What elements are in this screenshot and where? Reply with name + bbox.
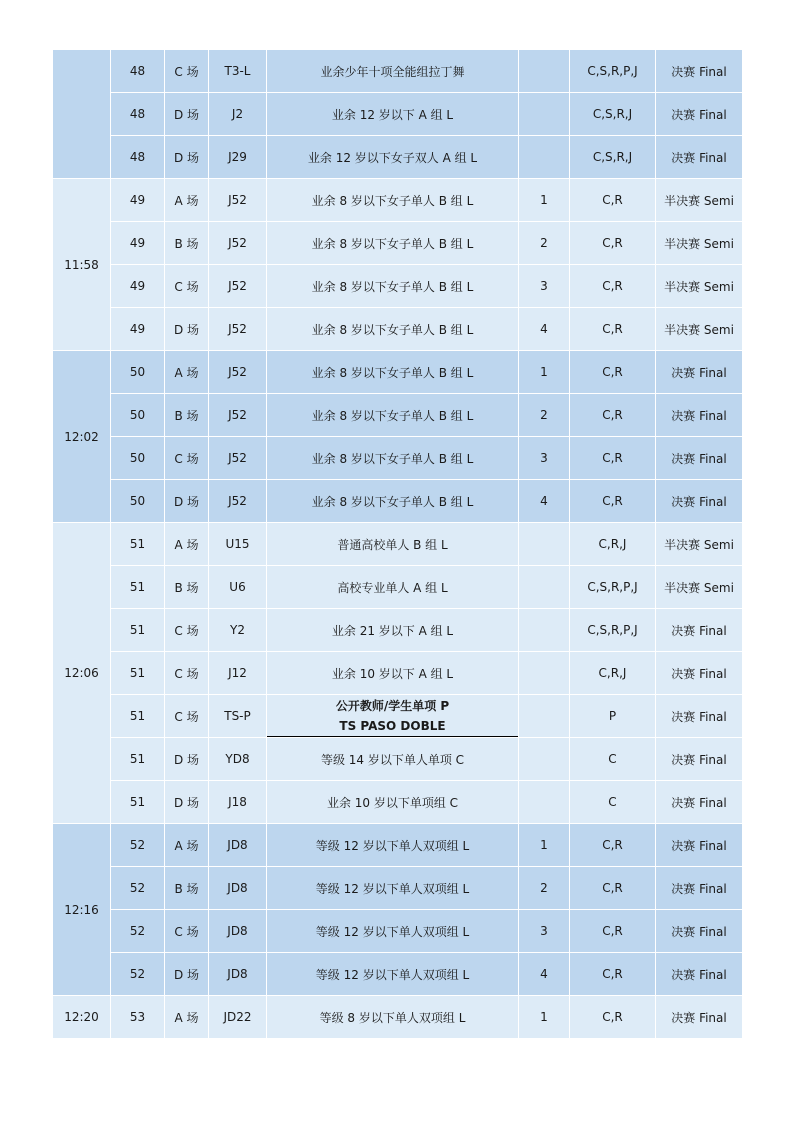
round-cell: 49: [111, 308, 165, 351]
event-cell: 等级 12 岁以下单人双项组 L: [267, 824, 519, 867]
floor-cell: A 场: [165, 179, 209, 222]
round-cell: 50: [111, 437, 165, 480]
time-cell: [53, 50, 111, 179]
code-cell: T3-L: [209, 50, 267, 93]
order-cell: 3: [519, 910, 570, 953]
round-cell: 53: [111, 996, 165, 1039]
floor-cell: C 场: [165, 695, 209, 738]
round-cell: 49: [111, 222, 165, 265]
table-row: [53, 824, 743, 867]
dances-cell: C,R: [570, 394, 656, 437]
dances-cell: C,R: [570, 437, 656, 480]
table-row: [53, 953, 743, 996]
stage-cell: 半决赛 Semi: [656, 222, 743, 265]
stage-cell: 决赛 Final: [656, 652, 743, 695]
order-cell: 2: [519, 394, 570, 437]
round-cell: 50: [111, 351, 165, 394]
table-row: [53, 910, 743, 953]
stage-cell: 决赛 Final: [656, 609, 743, 652]
code-cell: J52: [209, 308, 267, 351]
round-cell: 52: [111, 867, 165, 910]
round-cell: 52: [111, 824, 165, 867]
floor-cell: D 场: [165, 781, 209, 824]
event-cell: 业余 8 岁以下女子单人 B 组 L: [267, 222, 519, 265]
stage-cell: 半决赛 Semi: [656, 566, 743, 609]
event-cell: 等级 14 岁以下单人单项 C: [267, 738, 519, 781]
dances-cell: C,R: [570, 480, 656, 523]
schedule-table: [52, 49, 743, 1039]
order-cell: [519, 738, 570, 781]
floor-cell: B 场: [165, 867, 209, 910]
event-cell: 业余 12 岁以下 A 组 L: [267, 93, 519, 136]
event-cell: 业余少年十项全能组拉丁舞: [267, 50, 519, 93]
stage-cell: 决赛 Final: [656, 738, 743, 781]
dances-cell: C,S,R,P,J: [570, 566, 656, 609]
dances-cell: C,S,R,J: [570, 136, 656, 179]
order-cell: [519, 566, 570, 609]
event-cell: 业余 21 岁以下 A 组 L: [267, 609, 519, 652]
code-cell: J52: [209, 265, 267, 308]
code-cell: J52: [209, 222, 267, 265]
code-cell: J52: [209, 351, 267, 394]
dances-cell: C,R: [570, 910, 656, 953]
event-cell: 等级 8 岁以下单人双项组 L: [267, 996, 519, 1039]
dances-cell: C,S,R,P,J: [570, 50, 656, 93]
table-row: [53, 523, 743, 566]
order-cell: [519, 781, 570, 824]
order-cell: 1: [519, 996, 570, 1039]
floor-cell: B 场: [165, 394, 209, 437]
event-cell: 普通高校单人 B 组 L: [267, 523, 519, 566]
event-cell: 业余 8 岁以下女子单人 B 组 L: [267, 394, 519, 437]
floor-cell: D 场: [165, 136, 209, 179]
time-cell: 12:02: [53, 351, 111, 523]
table-row: [53, 652, 743, 695]
code-cell: YD8: [209, 738, 267, 781]
code-cell: U6: [209, 566, 267, 609]
round-cell: 50: [111, 480, 165, 523]
code-cell: J29: [209, 136, 267, 179]
stage-cell: 决赛 Final: [656, 910, 743, 953]
order-cell: 4: [519, 953, 570, 996]
table-row: [53, 308, 743, 351]
order-cell: [519, 50, 570, 93]
code-cell: J18: [209, 781, 267, 824]
code-cell: J2: [209, 93, 267, 136]
table-row: [53, 136, 743, 179]
floor-cell: A 场: [165, 351, 209, 394]
event-cell: 业余 8 岁以下女子单人 B 组 L: [267, 179, 519, 222]
stage-cell: 决赛 Final: [656, 867, 743, 910]
order-cell: 4: [519, 480, 570, 523]
round-cell: 50: [111, 394, 165, 437]
dances-cell: C,R: [570, 996, 656, 1039]
code-cell: JD8: [209, 824, 267, 867]
dances-cell: C,R: [570, 953, 656, 996]
stage-cell: 半决赛 Semi: [656, 523, 743, 566]
round-cell: 51: [111, 781, 165, 824]
stage-cell: 决赛 Final: [656, 351, 743, 394]
round-cell: 51: [111, 523, 165, 566]
order-cell: 2: [519, 867, 570, 910]
time-cell: 11:58: [53, 179, 111, 351]
floor-cell: A 场: [165, 824, 209, 867]
table-row: [53, 781, 743, 824]
order-cell: 4: [519, 308, 570, 351]
event-cell: [267, 695, 519, 738]
code-cell: JD8: [209, 867, 267, 910]
order-cell: 1: [519, 351, 570, 394]
table-row: [53, 351, 743, 394]
stage-cell: 决赛 Final: [656, 136, 743, 179]
floor-cell: C 场: [165, 910, 209, 953]
dances-cell: C,S,R,J: [570, 93, 656, 136]
round-cell: 49: [111, 265, 165, 308]
time-cell: 12:06: [53, 523, 111, 824]
stage-cell: 决赛 Final: [656, 953, 743, 996]
event-cell: 高校专业单人 A 组 L: [267, 566, 519, 609]
order-cell: 2: [519, 222, 570, 265]
dances-cell: C,R,J: [570, 523, 656, 566]
event-cell: 业余 8 岁以下女子单人 B 组 L: [267, 351, 519, 394]
stage-cell: 决赛 Final: [656, 93, 743, 136]
event-title-en: TS PASO DOBLE: [267, 716, 519, 737]
order-cell: 3: [519, 437, 570, 480]
table-row: [53, 394, 743, 437]
dances-cell: C,S,R,P,J: [570, 609, 656, 652]
stage-cell: 半决赛 Semi: [656, 179, 743, 222]
code-cell: TS-P: [209, 695, 267, 738]
round-cell: 48: [111, 93, 165, 136]
floor-cell: D 场: [165, 480, 209, 523]
table-row: [53, 50, 743, 93]
event-cell: 业余 8 岁以下女子单人 B 组 L: [267, 480, 519, 523]
floor-cell: B 场: [165, 566, 209, 609]
stage-cell: 决赛 Final: [656, 437, 743, 480]
event-cell: 等级 12 岁以下单人双项组 L: [267, 867, 519, 910]
table-row: [53, 265, 743, 308]
table-row: [53, 93, 743, 136]
dances-cell: C,R: [570, 265, 656, 308]
code-cell: JD22: [209, 996, 267, 1039]
round-cell: 51: [111, 695, 165, 738]
round-cell: 52: [111, 910, 165, 953]
round-cell: 51: [111, 652, 165, 695]
floor-cell: D 场: [165, 953, 209, 996]
round-cell: 51: [111, 566, 165, 609]
order-cell: [519, 93, 570, 136]
dances-cell: C: [570, 738, 656, 781]
code-cell: J52: [209, 480, 267, 523]
floor-cell: B 场: [165, 222, 209, 265]
round-cell: 49: [111, 179, 165, 222]
table-row: [53, 179, 743, 222]
code-cell: Y2: [209, 609, 267, 652]
stage-cell: 决赛 Final: [656, 996, 743, 1039]
event-cell: 业余 10 岁以下单项组 C: [267, 781, 519, 824]
table-row: [53, 437, 743, 480]
table-row: [53, 867, 743, 910]
order-cell: [519, 609, 570, 652]
table-row: [53, 222, 743, 265]
event-title-cn: 公开教师/学生单项 P: [335, 698, 450, 713]
code-cell: J12: [209, 652, 267, 695]
event-cell: 等级 12 岁以下单人双项组 L: [267, 910, 519, 953]
table-row: [53, 738, 743, 781]
dances-cell: C,R: [570, 222, 656, 265]
code-cell: JD8: [209, 953, 267, 996]
event-cell: 业余 12 岁以下女子双人 A 组 L: [267, 136, 519, 179]
table-row: [53, 609, 743, 652]
time-cell: 12:20: [53, 996, 111, 1039]
table-row: [53, 480, 743, 523]
order-cell: [519, 136, 570, 179]
table-row: [53, 695, 743, 738]
stage-cell: 决赛 Final: [656, 480, 743, 523]
time-cell: 12:16: [53, 824, 111, 996]
floor-cell: C 场: [165, 652, 209, 695]
code-cell: JD8: [209, 910, 267, 953]
event-cell: 等级 12 岁以下单人双项组 L: [267, 953, 519, 996]
order-cell: [519, 695, 570, 738]
order-cell: 1: [519, 824, 570, 867]
dances-cell: P: [570, 695, 656, 738]
event-cell: 业余 10 岁以下 A 组 L: [267, 652, 519, 695]
dances-cell: C,R: [570, 867, 656, 910]
floor-cell: C 场: [165, 265, 209, 308]
round-cell: 48: [111, 50, 165, 93]
event-cell: 业余 8 岁以下女子单人 B 组 L: [267, 308, 519, 351]
order-cell: 1: [519, 179, 570, 222]
order-cell: [519, 652, 570, 695]
dances-cell: C,R,J: [570, 652, 656, 695]
dances-cell: C,R: [570, 308, 656, 351]
order-cell: 3: [519, 265, 570, 308]
floor-cell: C 场: [165, 50, 209, 93]
floor-cell: D 场: [165, 93, 209, 136]
floor-cell: D 场: [165, 738, 209, 781]
floor-cell: D 场: [165, 308, 209, 351]
table-row: [53, 566, 743, 609]
event-cell: 业余 8 岁以下女子单人 B 组 L: [267, 265, 519, 308]
stage-cell: 决赛 Final: [656, 50, 743, 93]
round-cell: 51: [111, 609, 165, 652]
round-cell: 52: [111, 953, 165, 996]
table-row: [53, 996, 743, 1039]
dances-cell: C,R: [570, 824, 656, 867]
code-cell: U15: [209, 523, 267, 566]
round-cell: 48: [111, 136, 165, 179]
code-cell: J52: [209, 179, 267, 222]
stage-cell: 半决赛 Semi: [656, 265, 743, 308]
floor-cell: C 场: [165, 437, 209, 480]
stage-cell: 决赛 Final: [656, 781, 743, 824]
code-cell: J52: [209, 394, 267, 437]
floor-cell: A 场: [165, 996, 209, 1039]
round-cell: 51: [111, 738, 165, 781]
dances-cell: C: [570, 781, 656, 824]
dances-cell: C,R: [570, 351, 656, 394]
stage-cell: 决赛 Final: [656, 824, 743, 867]
floor-cell: A 场: [165, 523, 209, 566]
stage-cell: 决赛 Final: [656, 695, 743, 738]
event-cell: 业余 8 岁以下女子单人 B 组 L: [267, 437, 519, 480]
stage-cell: 半决赛 Semi: [656, 308, 743, 351]
code-cell: J52: [209, 437, 267, 480]
dances-cell: C,R: [570, 179, 656, 222]
stage-cell: 决赛 Final: [656, 394, 743, 437]
floor-cell: C 场: [165, 609, 209, 652]
order-cell: [519, 523, 570, 566]
